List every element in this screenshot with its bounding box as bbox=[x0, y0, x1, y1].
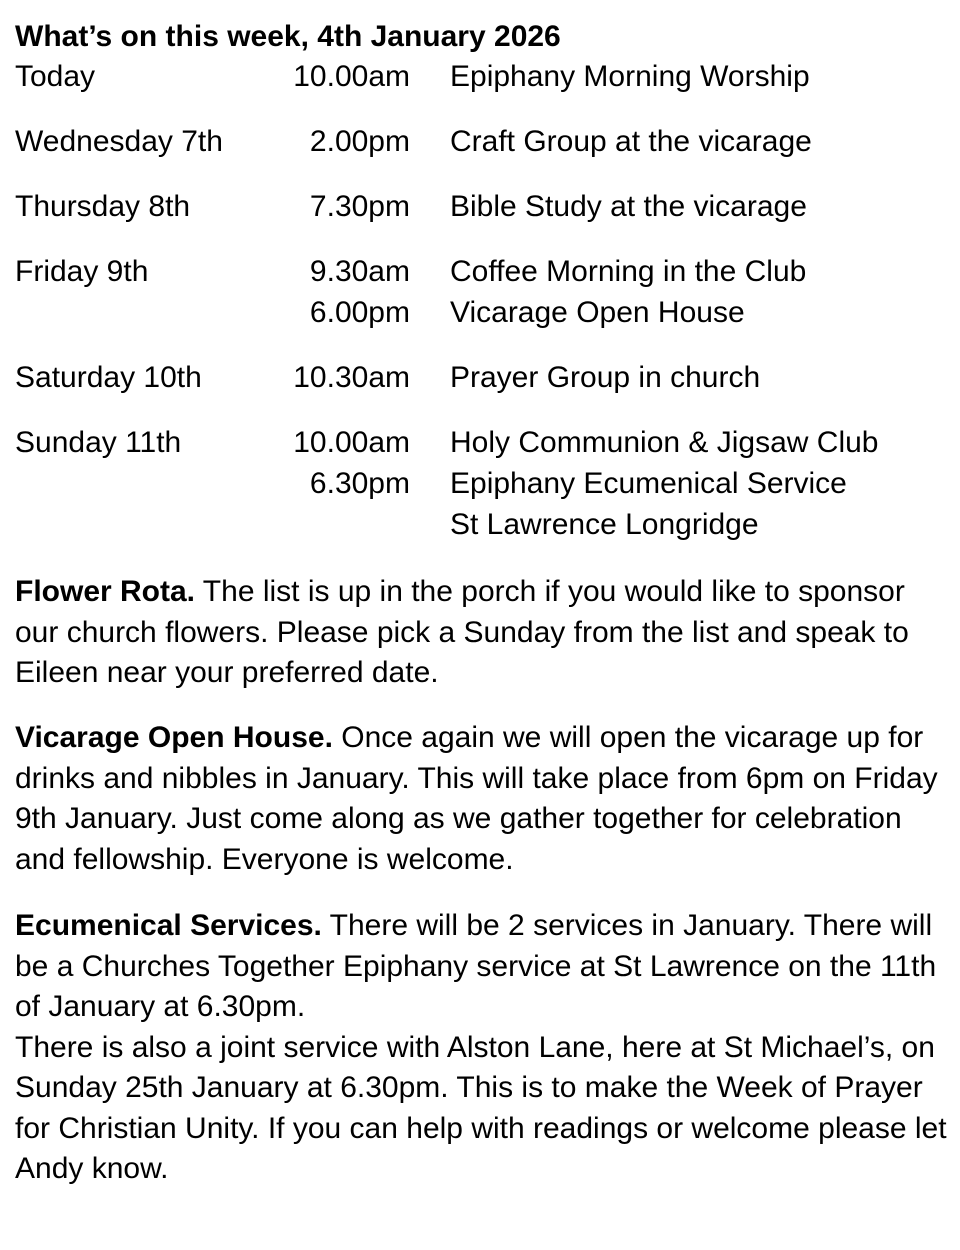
flower-rota-notice bbox=[15, 572, 950, 694]
event-time-sunday-1: 10.00am bbox=[293, 426, 410, 459]
event-desc-wednesday: Craft Group at the vicarage bbox=[450, 125, 812, 158]
event-day-friday: Friday 9th bbox=[15, 255, 149, 288]
event-time-wednesday: 2.00pm bbox=[309, 125, 410, 158]
event-time-friday-1: 9.30am bbox=[309, 255, 410, 288]
event-desc-today: Epiphany Morning Worship bbox=[450, 60, 810, 93]
open-house-heading: Vicarage Open House. bbox=[15, 721, 333, 754]
ecumenical-heading: Ecumenical Services. bbox=[15, 909, 322, 942]
event-desc-saturday: Prayer Group in church bbox=[450, 361, 761, 394]
page-title: What’s on this week, 4th January 2026 bbox=[15, 20, 561, 53]
flower-rota-heading: Flower Rota. bbox=[15, 575, 196, 608]
flower-rota-text: The list is up in the porch if you would like to sponsor our church flowers. Please pick a Sunday from the list and speak to Eileen near your preferred date. bbox=[15, 575, 909, 689]
ecumenical-text-2: There is also a joint service with Alston Lane, here at St Michael’s, on Sunday 25th January at 6.30pm. This is to make the Week of Prayer for Christian Unity. If you can help with readings or welcome please let Andy know. bbox=[15, 1030, 947, 1185]
event-day-saturday: Saturday 10th bbox=[15, 361, 202, 394]
event-time-saturday: 10.30am bbox=[293, 361, 410, 394]
event-day-thursday: Thursday 8th bbox=[15, 190, 191, 223]
event-time-today: 10.00am bbox=[293, 60, 410, 93]
open-house-notice bbox=[15, 718, 950, 880]
ecumenical-text: There will be 2 services in January. There will be a Churches Together Epiphany service at St Lawrence on the 11th of January at 6.30pm. bbox=[15, 909, 937, 1023]
event-desc-sunday-2: Epiphany Ecumenical Service bbox=[450, 467, 847, 500]
event-desc-sunday-3: St Lawrence Longridge bbox=[450, 508, 759, 541]
event-time-sunday-2: 6.30pm bbox=[309, 467, 410, 500]
event-desc-thursday: Bible Study at the vicarage bbox=[450, 190, 807, 223]
event-time-friday-2: 6.00pm bbox=[309, 296, 410, 329]
event-desc-sunday-1: Holy Communion & Jigsaw Club bbox=[450, 426, 879, 459]
ecumenical-notice bbox=[15, 906, 950, 1190]
event-day-today: Today bbox=[15, 60, 96, 93]
event-desc-friday-1: Coffee Morning in the Club bbox=[450, 255, 807, 288]
event-desc-friday-2: Vicarage Open House bbox=[450, 296, 745, 329]
event-day-wednesday: Wednesday 7th bbox=[15, 125, 223, 158]
event-day-sunday: Sunday 11th bbox=[15, 426, 182, 459]
event-time-thursday: 7.30pm bbox=[309, 190, 410, 223]
open-house-text: Once again we will open the vicarage up for drinks and nibbles in January. This will take place from 6pm on Friday 9th January. Just come along as we gather together for celebration and fellowship. Everyone is welcome. bbox=[15, 721, 938, 876]
